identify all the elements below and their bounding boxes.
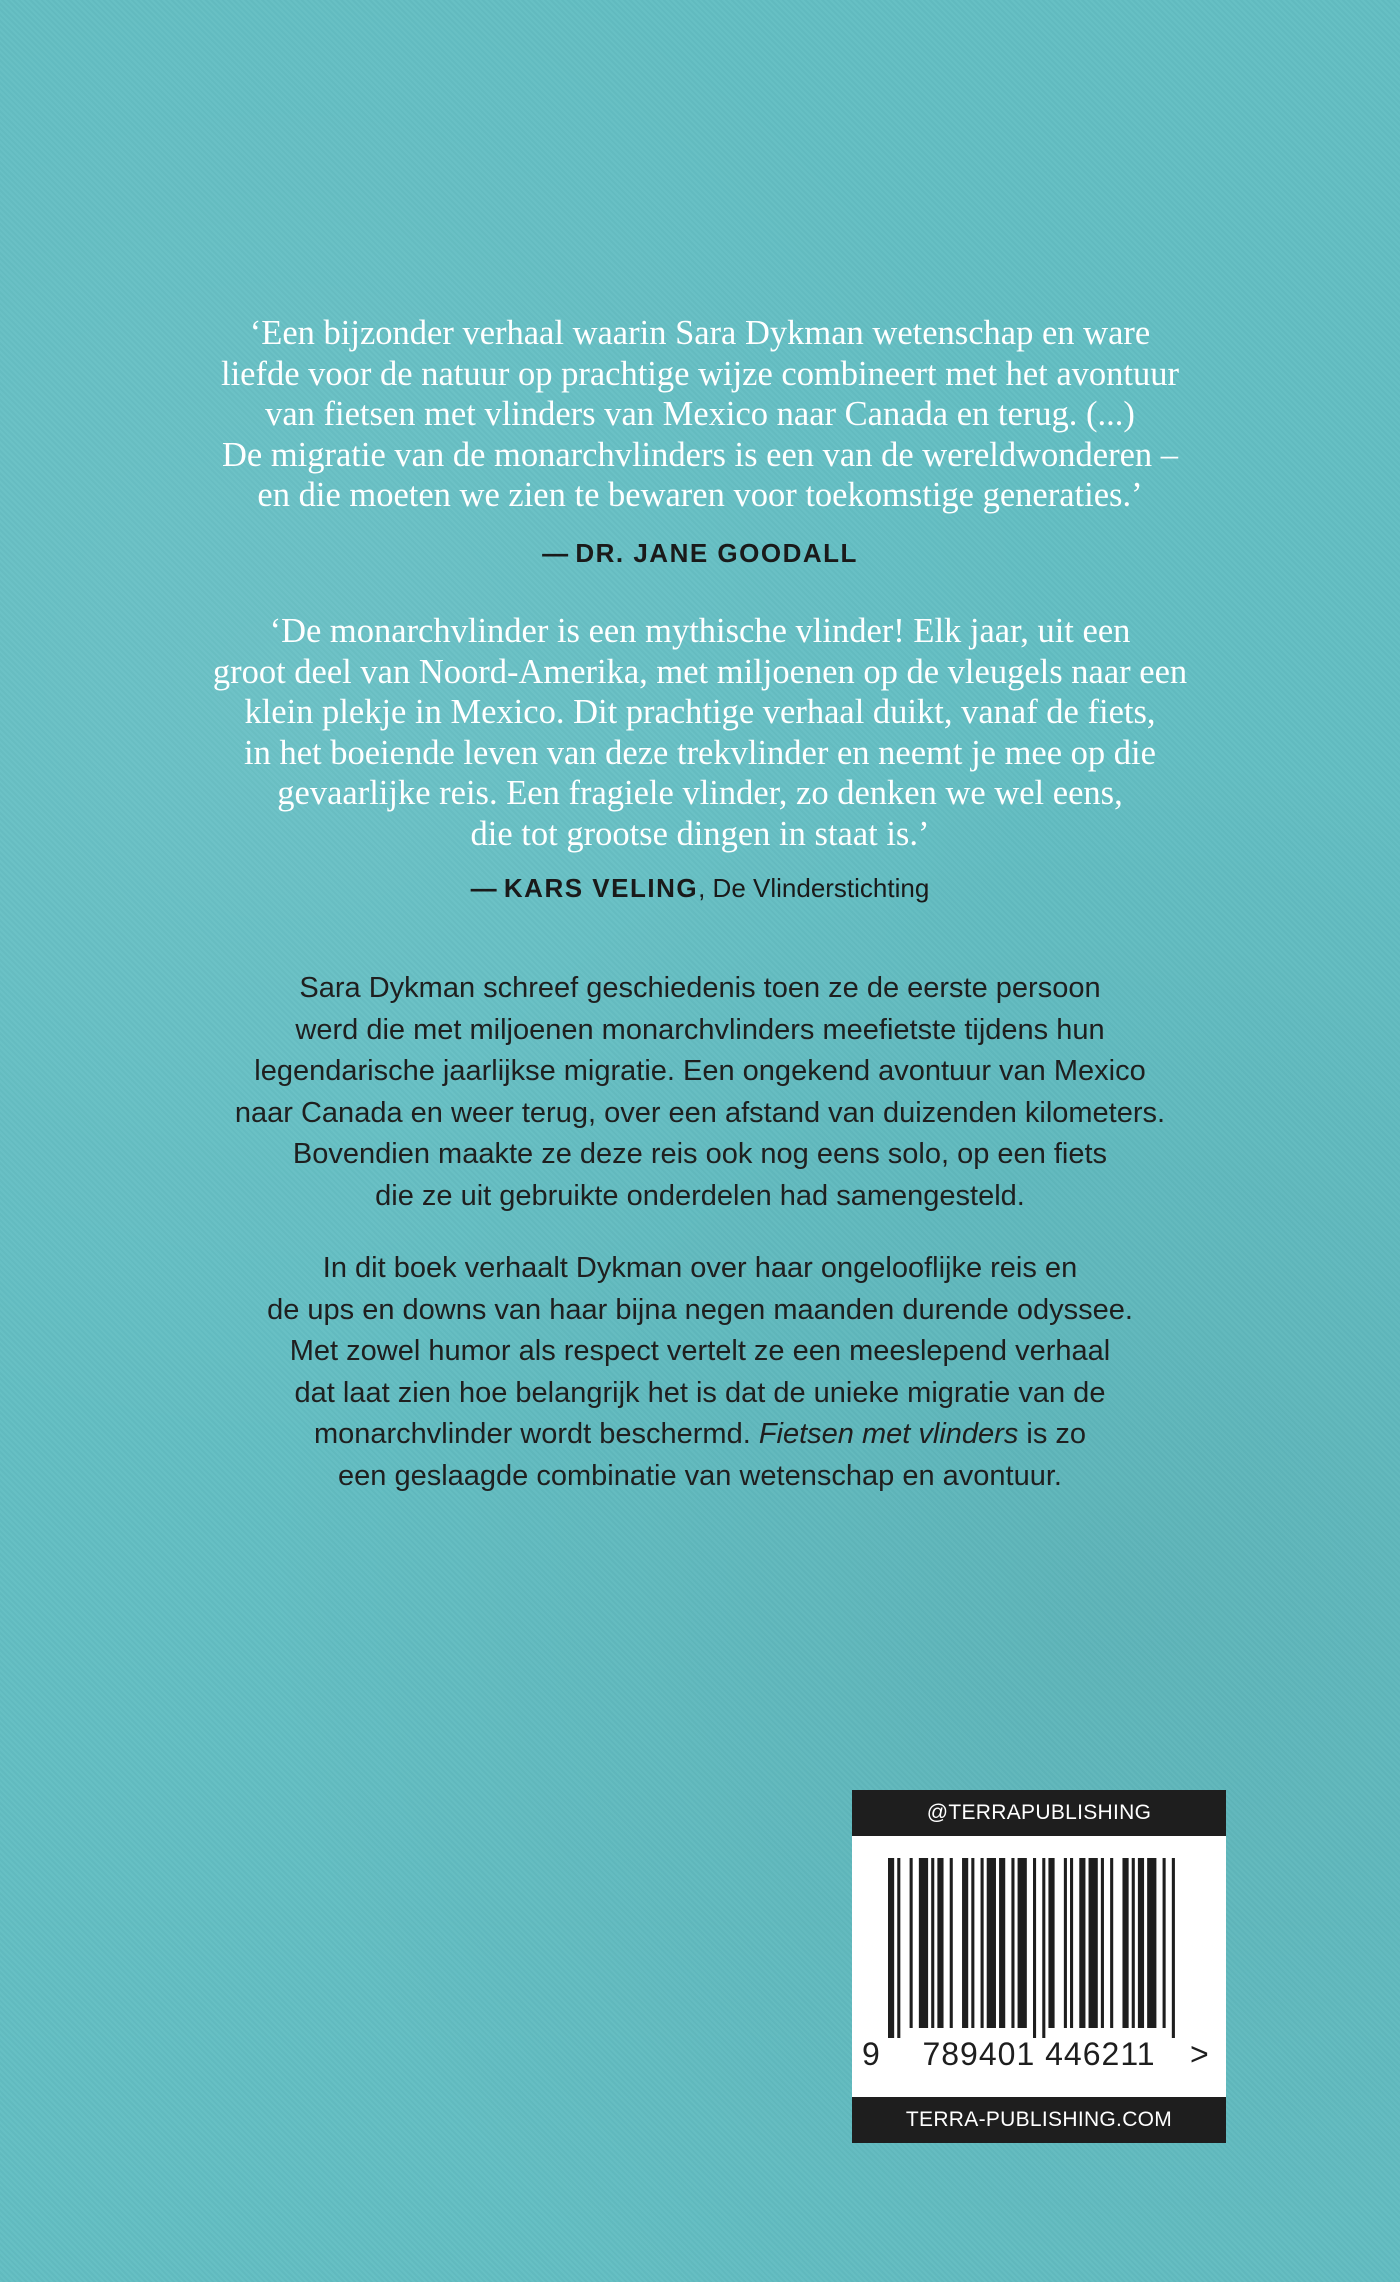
- blurb-text: monarchvlinder wordt beschermd.: [313, 1418, 759, 1450]
- barcode-bar: [919, 1858, 928, 2028]
- blurb-line: de ups en downs van haar bijna negen maanden durende odyssee.: [267, 1293, 1133, 1326]
- barcode-bar: [1070, 1858, 1073, 2028]
- isbn-barcode: [888, 1858, 1178, 2038]
- blurb-line: die ze uit gebruikte onderdelen had samengesteld.: [375, 1179, 1025, 1212]
- isbn-number: 789401 446211: [922, 2036, 1156, 2072]
- quote-line: klein plekje in Mexico. Dit prachtige verhaal duikt, vanaf de fiets,: [244, 693, 1156, 731]
- quote-line: liefde voor de natuur op prachtige wijze combineert met het avontuur: [221, 354, 1179, 393]
- barcode-bar: [1079, 1858, 1085, 2028]
- barcode-bar: [1101, 1858, 1104, 2028]
- barcode-bar: [962, 1858, 968, 2028]
- blurb-line: een geslaagde combinatie van wetenschap en avontuur.: [338, 1459, 1062, 1492]
- attribution-dash: —: [542, 538, 569, 568]
- quote-goodall: [100, 313, 1300, 516]
- quote-line: die tot grootse dingen in staat is.’: [470, 814, 930, 853]
- isbn-arrow: >: [1190, 2036, 1209, 2072]
- barcode-bar: [937, 1858, 943, 2028]
- blurb-line: Bovendien maakte ze deze reis ook nog eens solo, op een fiets: [292, 1138, 1108, 1170]
- barcode-bar: [1011, 1858, 1014, 2028]
- barcode-bar: [1132, 1858, 1135, 2028]
- barcode-bar: [931, 1858, 934, 2028]
- blurb-line: werd die met miljoenen monarchvlinders meefietste tijdens hun: [295, 1013, 1105, 1046]
- blurb-line: Met zowel humor als respect vertelt ze een meeslepend verhaal: [289, 1335, 1111, 1367]
- barcode-bar: [1138, 1858, 1144, 2028]
- attribution-name: KARS VELING: [503, 873, 699, 903]
- barcode-bar: [1110, 1858, 1113, 2028]
- barcode-bar: [1122, 1858, 1128, 2028]
- blurb-line: naar Canada en weer terug, over een afstand van duizenden kilometers.: [234, 1096, 1166, 1129]
- barcode-bar: [1064, 1858, 1067, 2028]
- barcode-block: [852, 1790, 1226, 2143]
- quote-veling: [100, 611, 1300, 854]
- barcode-bar: [910, 1858, 913, 2028]
- book-title: Fietsen met vlinders: [758, 1418, 1019, 1450]
- blurb-line: legendarische jaarlijkse migratie. Een ongekend avontuur van Mexico: [254, 1055, 1146, 1087]
- barcode-bar: [1089, 1858, 1098, 2028]
- blurb-line: dat laat zien hoe belangrijk het is dat de unieke migratie van de: [294, 1376, 1106, 1409]
- attribution-goodall: [100, 538, 1300, 568]
- attribution-veling: [100, 873, 1300, 903]
- attribution-org: , De Vlinderstichting: [698, 873, 930, 903]
- blurb-line: In dit boek verhaalt Dykman over haar ongelooflijke reis en: [322, 1252, 1078, 1284]
- barcode-bar: [897, 1858, 900, 2038]
- quote-line: ‘Een bijzonder verhaal waarin Sara Dykman wetenschap en ware: [249, 314, 1151, 352]
- blurb-line: [100, 1414, 1300, 1456]
- publisher-website: TERRA-PUBLISHING.COM: [852, 2097, 1226, 2143]
- quote-line: gevaarlijke reis. Een fragiele vlinder, zo denken we wel eens,: [277, 774, 1123, 812]
- quote-line: van fietsen met vlinders van Mexico naar Canada en terug. (...): [265, 395, 1135, 433]
- isbn-first-digit: 9: [862, 2036, 880, 2072]
- barcode-bar: [1018, 1858, 1027, 2028]
- quote-line: De migratie van de monarchvlinders is een van de wereldwonderen –: [221, 435, 1179, 474]
- blurb-line: Sara Dykman schreef geschiedenis toen ze de eerste persoon: [299, 972, 1101, 1004]
- barcode-bar: [1147, 1858, 1156, 2028]
- attribution-name: DR. JANE GOODALL: [575, 538, 858, 568]
- barcode-bar: [971, 1858, 974, 2028]
- blurb-paragraph-1: [100, 968, 1300, 1217]
- barcode-bar: [981, 1858, 984, 2028]
- barcode-bar: [1048, 1858, 1054, 2028]
- blurb-paragraph-2: [100, 1248, 1300, 1497]
- quote-line: in het boeiende leven van deze trekvlinder en neemt je mee op die: [244, 733, 1156, 772]
- blurb-text: is zo: [1018, 1418, 1087, 1450]
- quote-line: en die moeten we zien te bewaren voor toekomstige generaties.’: [257, 476, 1143, 514]
- barcode-bar: [950, 1858, 953, 2028]
- barcode-bar: [1042, 1858, 1045, 2038]
- barcode-bar: [987, 1858, 996, 2028]
- social-handle: @TERRAPUBLISHING: [852, 1790, 1226, 1836]
- barcode-bar: [1172, 1858, 1175, 2038]
- quote-line: groot deel van Noord-Amerika, met miljoenen op de vleugels naar een: [212, 652, 1188, 691]
- barcode-bar: [888, 1858, 894, 2038]
- quote-line: ‘De monarchvlinder is een mythische vlinder! Elk jaar, uit een: [269, 612, 1131, 650]
- attribution-dash: —: [470, 873, 497, 903]
- barcode-bar: [1163, 1858, 1166, 2028]
- barcode-bar: [999, 1858, 1005, 2028]
- barcode-bar: [1033, 1858, 1036, 2038]
